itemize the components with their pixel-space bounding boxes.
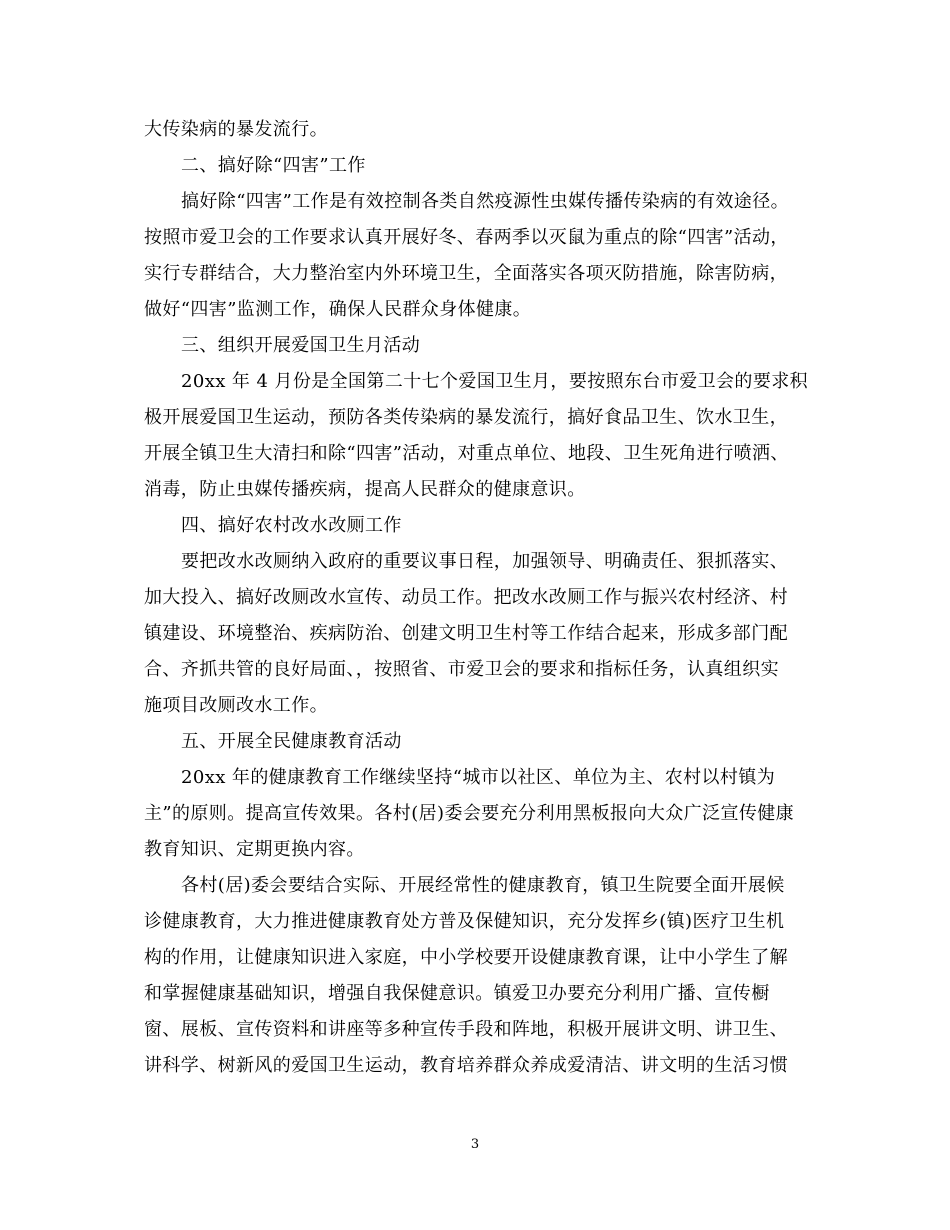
body-text-line: 极开展爱国卫生运动，预防各类传染病的暴发流行，搞好食品卫生、饮水卫生，	[144, 407, 788, 428]
body-text-line: 讲科学、树新风的爱国卫生运动，教育培养群众养成爱清洁、讲文明的生活习惯	[144, 1055, 788, 1076]
paragraph-first-line: 各村(居)委会要结合实际、开展经常性的健康教育，镇卫生院要全面开展候	[181, 875, 785, 896]
body-text-line: 做好“四害”监测工作，确保人民群众身体健康。	[144, 299, 532, 320]
section-heading: 三、组织开展爱国卫生月活动	[181, 335, 421, 356]
body-text-line: 主”的原则。提高宣传效果。各村(居)委会要充分利用黑板报向大众广泛宣传健康	[144, 803, 795, 824]
body-text-line: 教育知识、定期更换内容。	[144, 839, 365, 860]
body-text-line: 和掌握健康基础知识，增强自我保健意识。镇爱卫办要充分利用广播、宣传橱	[144, 983, 770, 1004]
body-text-line: 大传染病的暴发流行。	[144, 119, 328, 140]
body-text-line: 加大投入、搞好改厕改水宣传、动员工作。把改水改厕工作与振兴农村经济、村	[144, 587, 788, 608]
body-text-line: 实行专群结合，大力整治室内外环境卫生，全面落实各项灭防措施，除害防病，	[144, 263, 788, 284]
body-text-line: 窗、展板、宣传资料和讲座等多种宣传手段和阵地，积极开展讲文明、讲卫生、	[144, 1019, 788, 1040]
body-text-line: 构的作用，让健康知识进入家庭，中小学校要开设健康教育课，让中小学生了解	[144, 947, 788, 968]
body-text-line: 施项目改厕改水工作。	[144, 695, 328, 716]
page-number: 3	[470, 1137, 480, 1152]
body-text-line: 消毒，防止虫媒传播疾病，提高人民群众的健康意识。	[144, 479, 586, 500]
body-text-line: 诊健康教育，大力推进健康教育处方普及保健知识，充分发挥乡(镇)医疗卫生机	[144, 911, 785, 932]
section-heading: 五、开展全民健康教育活动	[181, 731, 402, 752]
body-text-line: 合、齐抓共管的良好局面、，按照省、市爱卫会的要求和指标任务，认真组织实	[144, 659, 779, 680]
section-heading: 四、搞好农村改水改厕工作	[181, 515, 402, 536]
paragraph-first-line: 要把改水改厕纳入政府的重要议事日程，加强领导、明确责任、狠抓落实、	[181, 551, 789, 572]
body-text-line: 按照市爱卫会的工作要求认真开展好冬、春两季以灭鼠为重点的除“四害”活动，	[144, 227, 789, 248]
body-text-line: 镇建设、环境整治、疾病防治、创建文明卫生村等工作结合起来，形成多部门配	[144, 623, 788, 644]
paragraph-first-line: 20xx 年 4 月份是全国第二十七个爱国卫生月，要按照东台市爱卫会的要求积	[181, 371, 809, 392]
paragraph-first-line: 搞好除“四害”工作是有效控制各类自然疫源性虫媒传播传染病的有效途径。	[181, 191, 790, 212]
section-heading: 二、搞好除“四害”工作	[181, 155, 366, 176]
body-text-line: 开展全镇卫生大清扫和除“四害”活动，对重点单位、地段、卫生死角进行喷洒、	[144, 443, 789, 464]
paragraph-first-line: 20xx 年的健康教育工作继续坚持“城市以社区、单位为主、农村以村镇为	[181, 767, 776, 788]
